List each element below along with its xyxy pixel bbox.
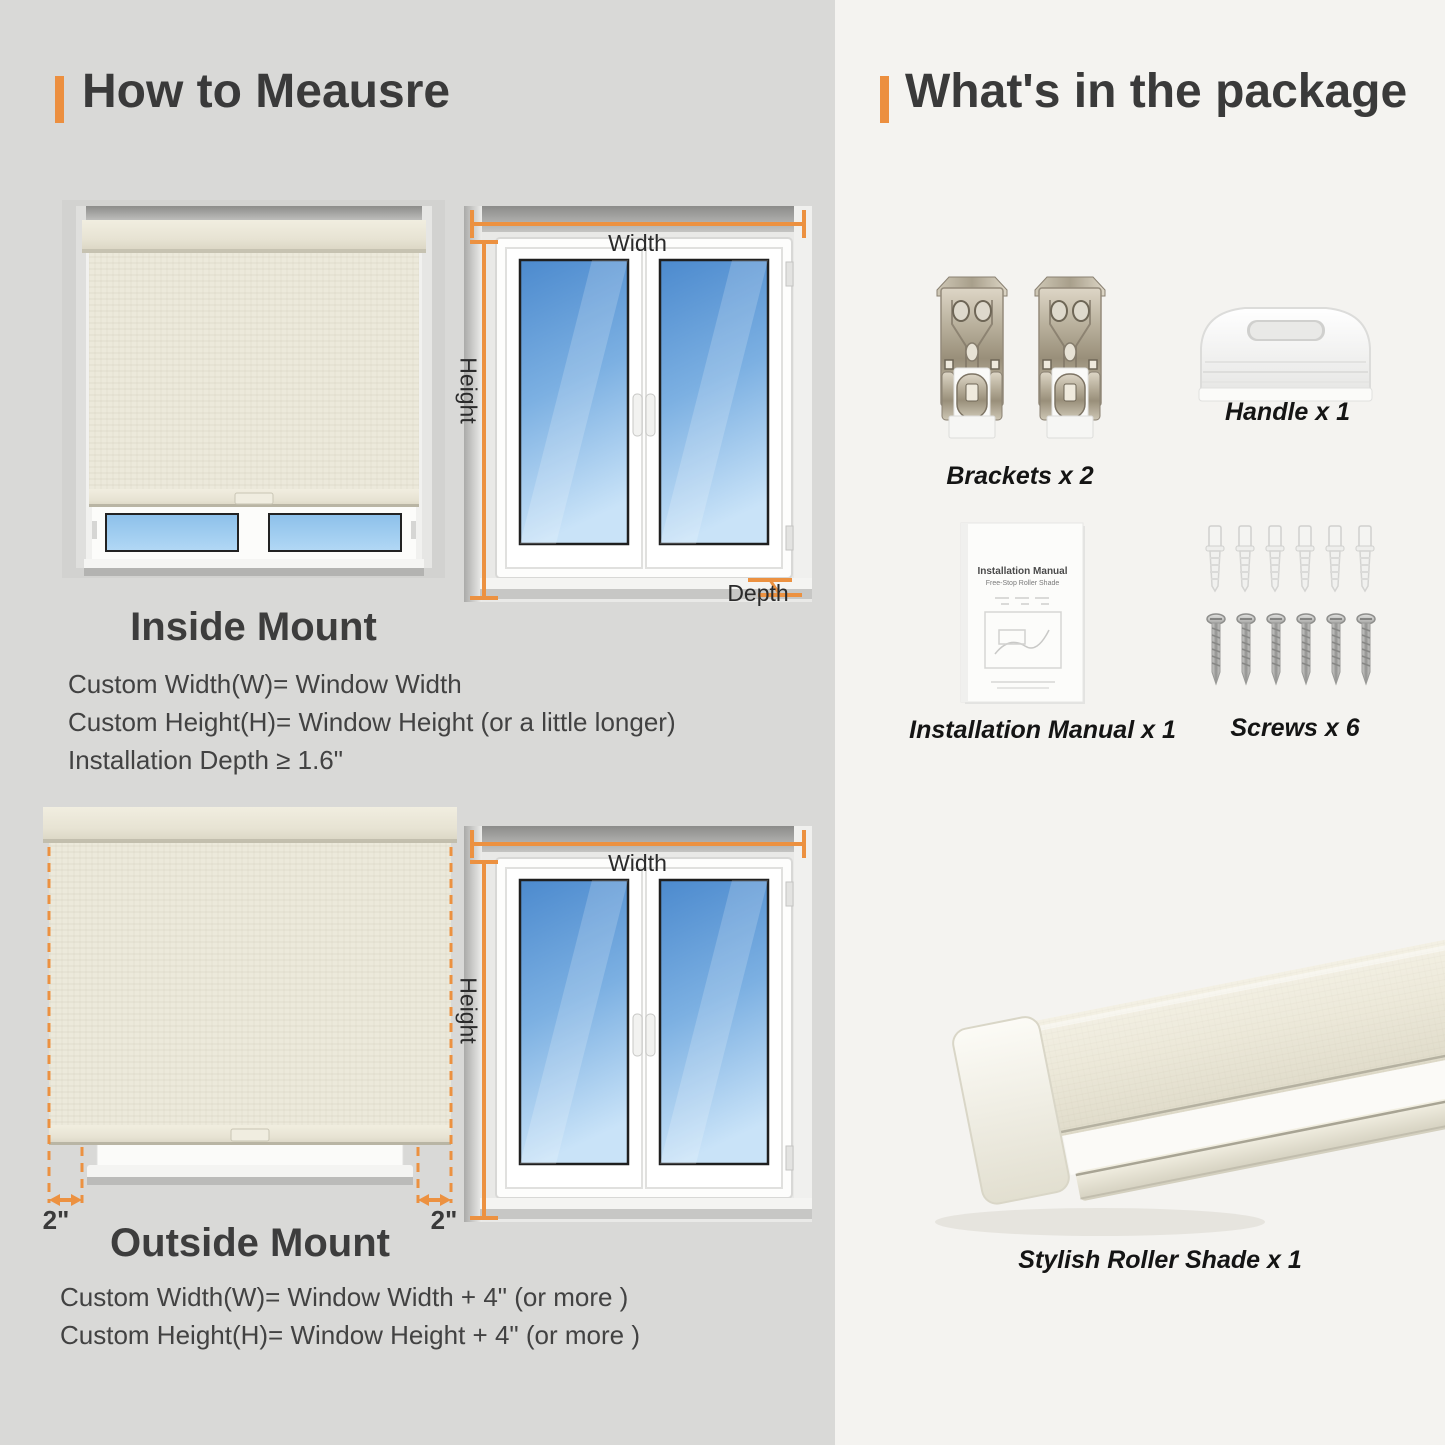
inside-mount-caption: Inside Mount: [130, 605, 377, 649]
brackets-image: [933, 272, 1111, 442]
manual-cover-title: Installation Manual: [977, 566, 1068, 577]
outside-window-diagram: [450, 818, 825, 1233]
width-label: Width: [608, 230, 667, 256]
inside-mount-photo: [62, 200, 445, 578]
shade-cassette: [82, 220, 426, 253]
window-sill: [84, 559, 424, 576]
shade-cassette: [43, 807, 457, 843]
accent-bar: [55, 76, 64, 123]
shade-fabric: [49, 843, 451, 1129]
note-line: Custom Height(H)= Window Height (or a little longer): [68, 707, 676, 737]
accent-bar: [880, 76, 889, 123]
brackets-label: Brackets x 2: [946, 462, 1094, 490]
manual-label: Installation Manual x 1: [909, 716, 1176, 744]
outside-mount-notes: [60, 1278, 640, 1354]
handle-image: [1193, 294, 1378, 406]
roller-shade-label: Stylish Roller Shade x 1: [1018, 1246, 1302, 1274]
package-contents-panel: [835, 0, 1445, 1445]
outside-mount-photo: [35, 795, 465, 1240]
handle-illustration: [1193, 294, 1378, 406]
right-offset-label: 2": [430, 1205, 458, 1235]
window-behind-shade: [92, 507, 416, 559]
inside-mount-diagram: [450, 198, 825, 613]
brackets-illustration: [933, 272, 1111, 442]
note-line: Installation Depth ≥ 1.6": [68, 745, 343, 775]
roller-shade-illustration: [930, 870, 1445, 1250]
window-frame: [496, 858, 793, 1198]
outside-mount-caption: Outside Mount: [110, 1221, 390, 1265]
note-line: Custom Width(W)= Window Width: [68, 669, 462, 699]
inside-mount-illustration: [62, 200, 445, 578]
inside-window-diagram: [450, 198, 825, 613]
screws-label: Screws x 6: [1230, 714, 1360, 742]
window-frame: [496, 238, 793, 578]
window-sill: [480, 1198, 812, 1219]
manual-illustration: [955, 520, 1090, 708]
shade-bar: [951, 894, 1445, 1220]
inside-mount-notes: [68, 665, 676, 779]
outside-mount-diagram: [450, 818, 825, 1233]
screws-illustration: [1203, 524, 1383, 690]
height-label: Height: [455, 977, 482, 1044]
left-offset-label: 2": [42, 1205, 70, 1235]
handle-label: Handle x 1: [1224, 398, 1351, 426]
screws-image: [1203, 524, 1383, 690]
shade-fabric: [89, 253, 419, 492]
manual-cover-subtitle: Free-Stop Roller Shade: [985, 580, 1060, 587]
shade-bottom-bar: [49, 1125, 451, 1145]
window-behind-shade: [87, 1141, 413, 1185]
page-title: How to Meausre: [82, 65, 451, 118]
overlap-arrows: [49, 1194, 451, 1206]
width-label: Width: [608, 850, 667, 876]
shade-bottom-bar: [89, 489, 419, 507]
roller-shade-image: [930, 870, 1445, 1250]
outside-mount-illustration: [35, 795, 465, 1240]
note-line: Custom Height(H)= Window Height + 4" (or more ): [60, 1320, 640, 1350]
height-label: Height: [455, 357, 482, 424]
package-title: What's in the package: [905, 65, 1408, 118]
manual-image: [955, 520, 1090, 708]
depth-label: Depth: [727, 580, 789, 606]
note-line: Custom Width(W)= Window Width + 4" (or more ): [60, 1282, 629, 1312]
